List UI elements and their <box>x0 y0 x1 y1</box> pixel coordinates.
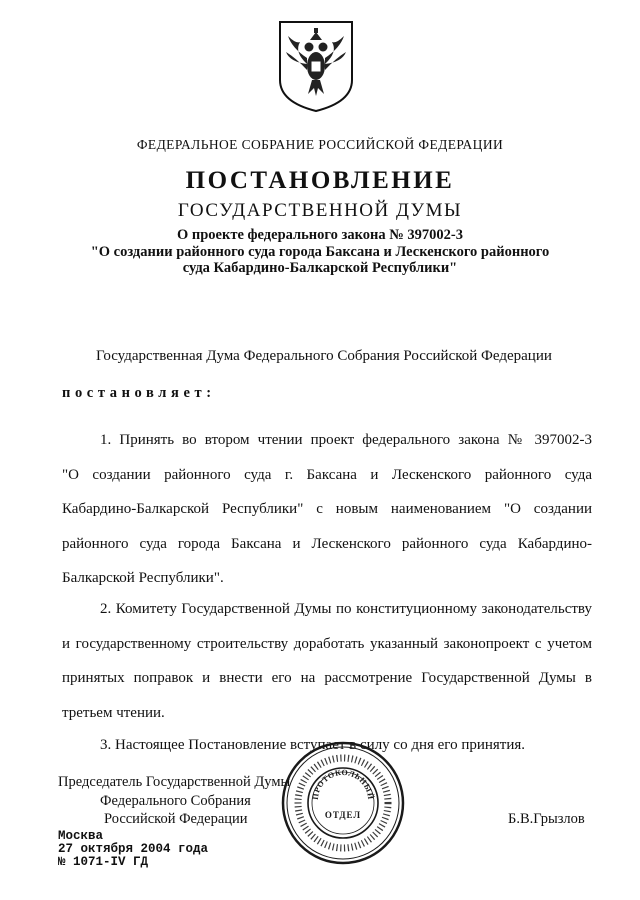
paragraph-line: районного суда города Баксана и Лескенского районного суда Кабардино- <box>62 535 592 552</box>
intro-text: Государственная Дума Федерального Собрания Российской Федерации <box>96 348 552 364</box>
paragraph-line: 1. Принять во втором чтении проект федерального закона № 397002-3 <box>100 432 592 448</box>
place-of-signing: Москва <box>58 829 104 843</box>
document-subject <box>0 227 640 277</box>
paragraph-line: "О создании районного суда г. Баксана и Лескенского районного суда <box>62 466 592 483</box>
stamp-center-text: ОТДЕЛ <box>324 810 362 820</box>
document-number: № 1071-IV ГД <box>58 855 149 869</box>
svg-text:ПРОТОКОЛЬНЫЙ <box>311 768 375 801</box>
document-type: ПОСТАНОВЛЕНИЕ <box>185 167 455 194</box>
subject-line: суда Кабардино-Балкарской Республики" <box>182 260 458 276</box>
resolves-word: постановляет: <box>62 385 216 401</box>
paragraph-line: третьем чтении. <box>62 704 165 721</box>
official-stamp-icon <box>278 738 408 868</box>
item-2-paragraph <box>62 592 592 730</box>
paragraph-line: принятых поправок и внести его на рассмотрение Государственной Думы в <box>62 670 592 686</box>
stamp-ring-text: ПРОТОКОЛЬНЫЙ <box>310 767 376 801</box>
signer-title-line: Российской Федерации <box>104 811 248 827</box>
item-1-paragraph <box>62 423 592 596</box>
subject-line: "О создании районного суда города Баксана и Лескенского районного <box>90 243 550 260</box>
item-3-paragraph: 3. Настоящее Постановление вступает в силу со дня его принятия. <box>100 737 526 753</box>
coat-of-arms-icon <box>276 18 356 114</box>
document-author: ГОСУДАРСТВЕННОЙ ДУМЫ <box>177 200 463 221</box>
paragraph-line: и государственному строительству доработать указанный законопроект с учетом <box>62 635 592 652</box>
paragraph-line: Кабардино-Балкарской Республики" с новым наименованием "О создании <box>62 501 592 517</box>
signer-title-line: Председатель Государственной Думы <box>58 774 291 790</box>
signing-date: 27 октября 2004 года <box>58 842 209 856</box>
subject-line: О проекте федерального закона № 397002-3 <box>176 227 464 243</box>
paragraph-line: 2. Комитету Государственной Думы по конституционному законодательству <box>100 601 592 617</box>
signer-title-line: Федерального Собрания <box>100 793 251 809</box>
paragraph-line: Балкарской Республики". <box>62 570 224 586</box>
signer-name: Б.В.Грызлов <box>508 811 585 827</box>
organization-name: ФЕДЕРАЛЬНОЕ СОБРАНИЕ РОССИЙСКОЙ ФЕДЕРАЦИИ <box>136 137 504 152</box>
